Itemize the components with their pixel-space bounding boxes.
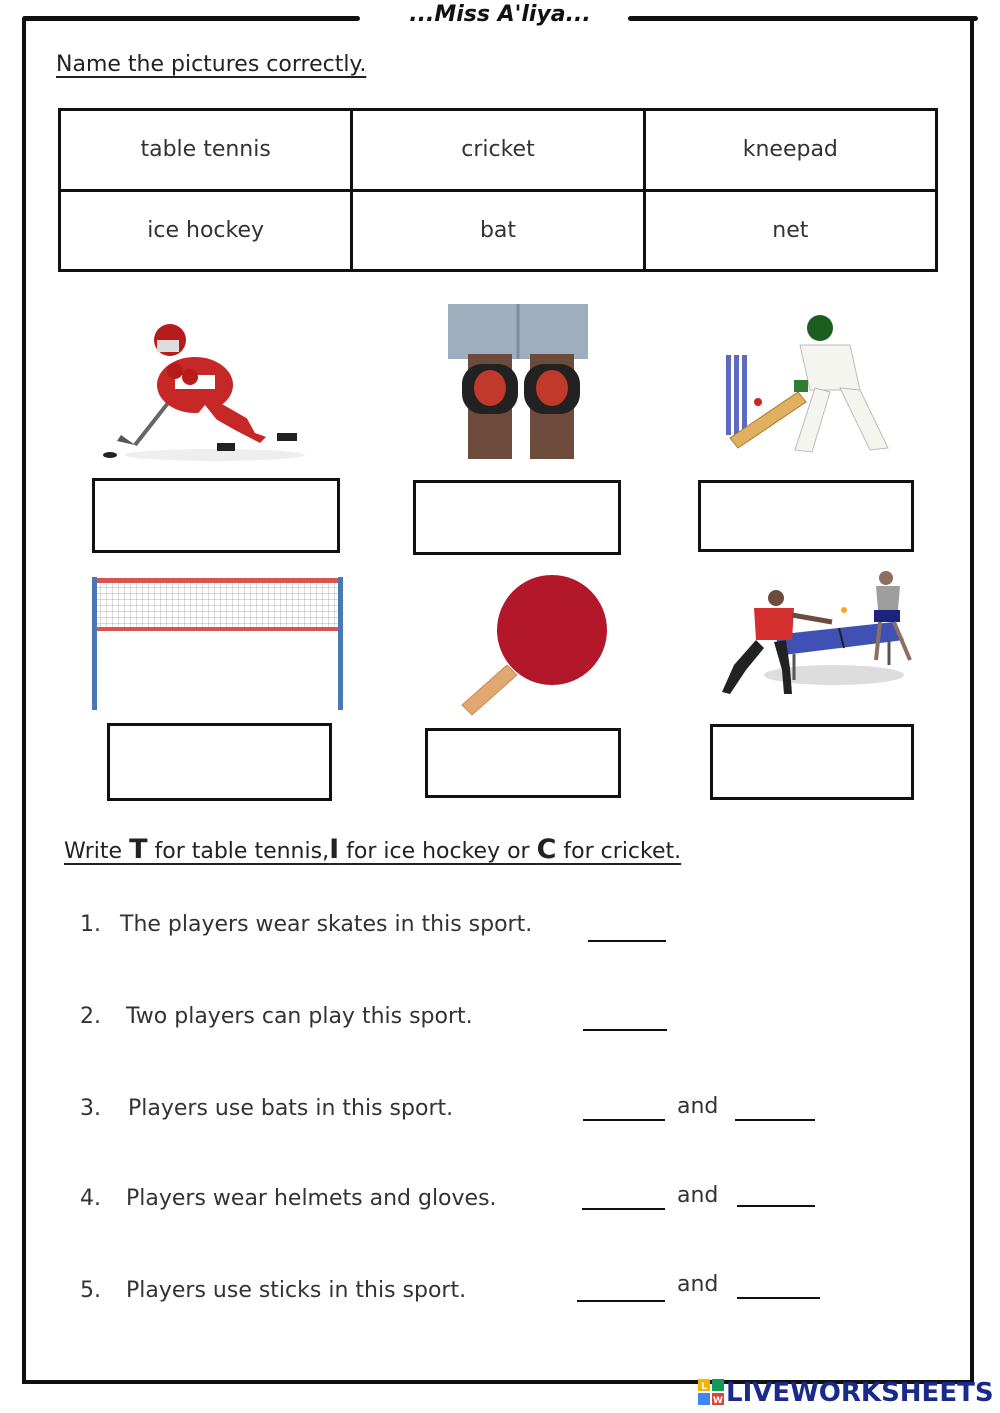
question-text: The players wear skates in this sport. bbox=[120, 912, 533, 937]
word-bank-cell: bat bbox=[352, 190, 644, 271]
question-number: 2. bbox=[80, 1004, 101, 1029]
question-text: Players use bats in this sport. bbox=[128, 1096, 454, 1121]
and-label: and bbox=[677, 1094, 719, 1119]
answer-box-1[interactable] bbox=[92, 478, 340, 553]
answer-box-4[interactable] bbox=[107, 723, 332, 801]
answer-blank[interactable] bbox=[577, 1300, 665, 1302]
header-rule-left bbox=[22, 16, 360, 21]
and-label: and bbox=[677, 1272, 719, 1297]
word-bank-row bbox=[60, 190, 937, 271]
word-bank-cell: kneepad bbox=[644, 110, 936, 191]
liveworksheets-watermark bbox=[698, 1378, 994, 1408]
answer-box-3[interactable] bbox=[698, 480, 914, 552]
letter-t: T bbox=[129, 834, 148, 865]
question-number: 5. bbox=[80, 1278, 101, 1303]
answer-blank[interactable] bbox=[583, 1029, 667, 1031]
instruction-text: for cricket. bbox=[556, 839, 682, 864]
answer-blank[interactable] bbox=[582, 1208, 665, 1210]
letter-c: C bbox=[536, 834, 557, 865]
section2-instruction bbox=[64, 834, 681, 865]
question-text: Players wear helmets and gloves. bbox=[126, 1186, 497, 1211]
kneepads-icon bbox=[448, 304, 588, 459]
instruction-text: for ice hockey or bbox=[339, 839, 537, 864]
answer-blank[interactable] bbox=[588, 940, 666, 942]
author-title: ...Miss A'liya... bbox=[409, 2, 591, 27]
logo-letter: W bbox=[713, 1396, 723, 1405]
question-number: 4. bbox=[80, 1186, 101, 1211]
cricket-batsman-icon bbox=[720, 310, 900, 462]
brand-name: LIVEWORKSHEETS bbox=[726, 1378, 994, 1408]
header-rule-right bbox=[628, 16, 978, 21]
answer-blank[interactable] bbox=[737, 1297, 820, 1299]
word-bank-table bbox=[58, 108, 938, 272]
question-text: Players use sticks in this sport. bbox=[126, 1278, 467, 1303]
instruction-text: Write bbox=[64, 839, 130, 864]
question-number: 3. bbox=[80, 1096, 101, 1121]
letter-i: I bbox=[329, 834, 340, 865]
table-tennis-bat-icon bbox=[452, 570, 612, 718]
word-bank-cell: ice hockey bbox=[60, 190, 352, 271]
question-text: Two players can play this sport. bbox=[126, 1004, 473, 1029]
instruction-text: for table tennis, bbox=[147, 839, 330, 864]
answer-box-6[interactable] bbox=[710, 724, 914, 800]
answer-blank[interactable] bbox=[737, 1205, 815, 1207]
ice-hockey-player-icon bbox=[95, 305, 325, 465]
logo-letter: L bbox=[701, 1382, 707, 1392]
question-number: 1. bbox=[80, 912, 101, 937]
word-bank-cell: net bbox=[644, 190, 936, 271]
net-icon bbox=[88, 575, 346, 710]
answer-box-5[interactable] bbox=[425, 728, 621, 798]
word-bank-row bbox=[60, 110, 937, 191]
answer-blank[interactable] bbox=[583, 1119, 665, 1121]
answer-box-2[interactable] bbox=[413, 480, 621, 555]
section1-instruction: Name the pictures correctly. bbox=[56, 52, 367, 77]
and-label: and bbox=[677, 1183, 719, 1208]
word-bank-cell: cricket bbox=[352, 110, 644, 191]
liveworksheets-logo-icon bbox=[698, 1379, 724, 1405]
word-bank-cell: table tennis bbox=[60, 110, 352, 191]
table-tennis-players-icon bbox=[704, 570, 920, 705]
answer-blank[interactable] bbox=[735, 1119, 815, 1121]
